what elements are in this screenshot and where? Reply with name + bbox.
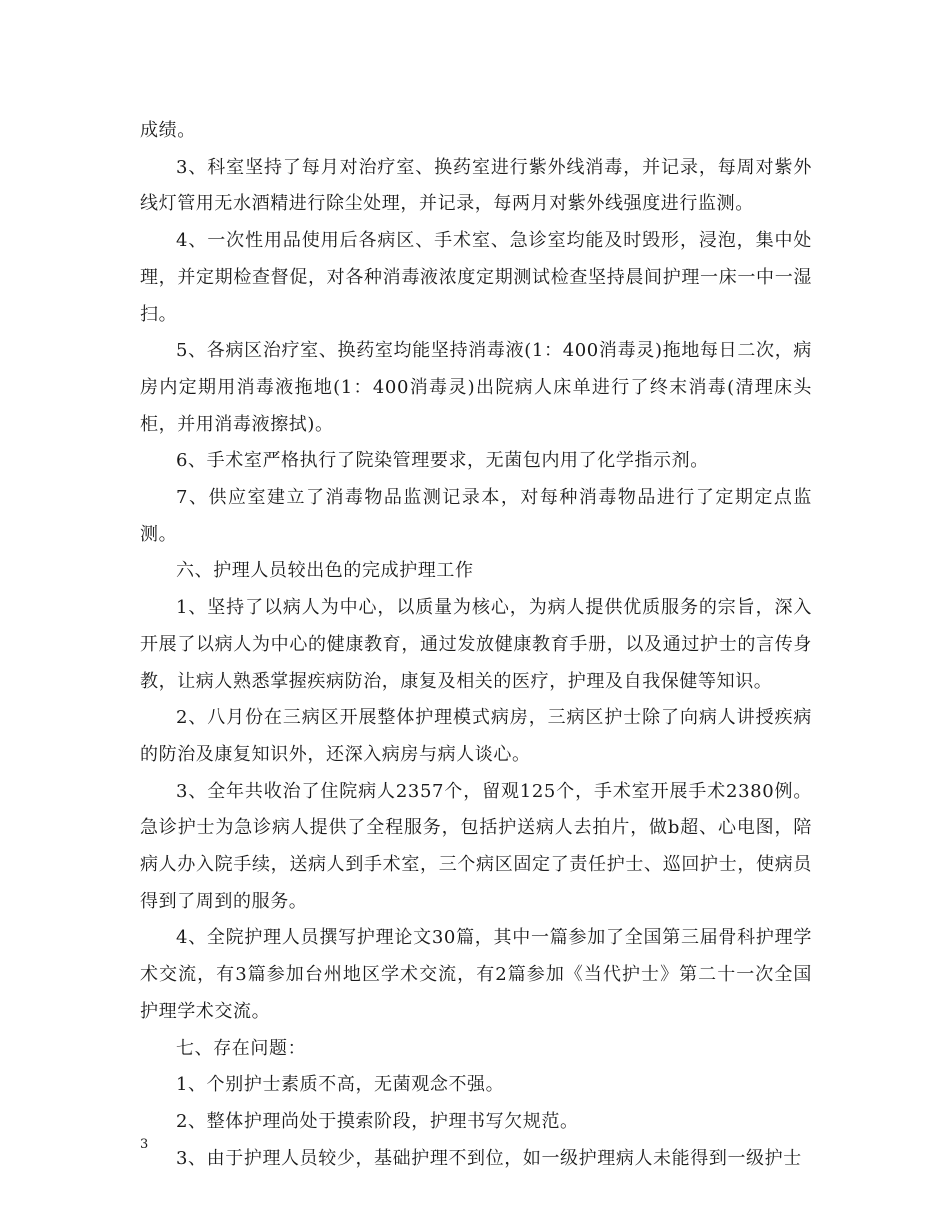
paragraph: 3、由于护理人员较少，基础护理不到位，如一级护理病人未能得到一级护士	[176, 1147, 802, 1169]
paragraph: 6、手术室严格执行了院染管理要求，无菌包内用了化学指示剂。	[176, 450, 709, 472]
document-body	[140, 113, 812, 1177]
paragraph: 2、整体护理尚处于摸索阶段，护理书写欠规范。	[176, 1110, 579, 1132]
page-number: 3	[140, 1137, 149, 1152]
paragraph: 4、全院护理人员撰写护理论文30篇，其中一篇参加了全国第三届骨科护理学术交流，有3篇参加台州地区学术交流，有2篇参加《当代护士》第二十一次全国护理学术交流。	[140, 927, 812, 1022]
paragraph: 5、各病区治疗室、换药室均能坚持消毒液(1：400消毒灵)拖地每日二次，病房内定期用消毒液拖地(1：400消毒灵)出院病人床单进行了终末消毒(清理床头柜，并用消毒液擦拭)。	[140, 340, 812, 435]
paragraph: 1、坚持了以病人为中心，以质量为核心，为病人提供优质服务的宗旨，深入开展了以病人为中心的健康教育，通过发放健康教育手册，以及通过护士的言传身教，让病人熟悉掌握疾病防治，康复及相关的医疗，护理及自我保健等知识。	[140, 597, 812, 692]
section-heading: 六、护理人员较出色的完成护理工作	[176, 560, 474, 582]
paragraph: 2、八月份在三病区开展整体护理模式病房，三病区护士除了向病人讲授疾病的防治及康复知识外，还深入病房与病人谈心。	[140, 707, 812, 765]
paragraph: 1、个别护士素质不高，无菌观念不强。	[176, 1074, 505, 1096]
paragraph: 4、一次性用品使用后各病区、手术室、急诊室均能及时毁形，浸泡，集中处理，并定期检查督促，对各种消毒液浓度定期测试检查坚持晨间护理一床一中一湿扫。	[140, 230, 812, 325]
section-heading: 七、存在问题：	[176, 1037, 307, 1059]
paragraph: 3、科室坚持了每月对治疗室、换药室进行紫外线消毒，并记录，每周对紫外线灯管用无水酒精进行除尘处理，并记录，每两月对紫外线强度进行监测。	[140, 156, 812, 215]
paragraph: 成绩。	[140, 120, 196, 141]
paragraph: 3、全年共收治了住院病人2357个，留观125个，手术室开展手术2380例。急诊护士为急诊病人提供了全程服务，包括护送病人去拍片，做b超、心电图，陪病人办入院手续，送病人到手术室，三个病区固定了责任护士、巡回护士，使病员得到了周到的服务。	[140, 780, 812, 912]
paragraph: 7、供应室建立了消毒物品监测记录本，对每种消毒物品进行了定期定点监测。	[140, 487, 812, 545]
